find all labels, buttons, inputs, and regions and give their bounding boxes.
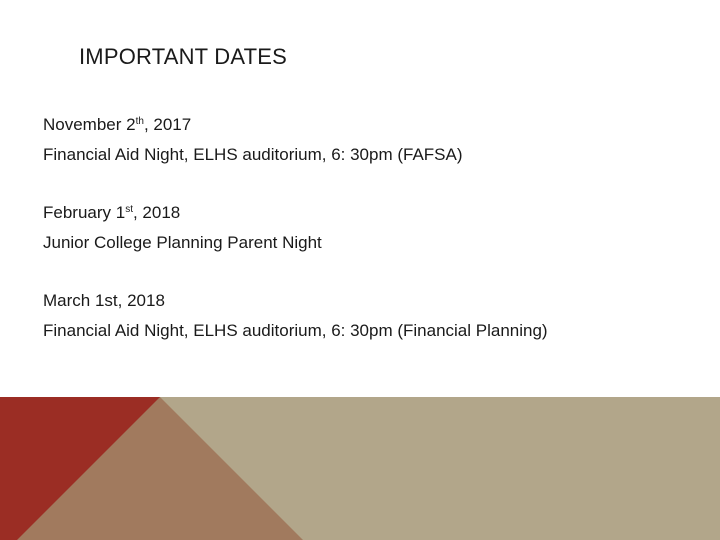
event-description: Financial Aid Night, ELHS auditorium, 6: 30pm (FAFSA)	[43, 145, 463, 164]
event-item	[43, 203, 703, 253]
event-item	[43, 291, 703, 341]
date-suffix: , 2018	[132, 203, 181, 222]
slide-title: IMPORTANT DATES	[79, 44, 287, 69]
date-ordinal-suffix: th	[135, 116, 144, 127]
event-date	[43, 291, 703, 311]
event-description: Financial Aid Night, ELHS auditorium, 6: 30pm (Financial Planning)	[43, 321, 548, 340]
decorative-footer-band	[0, 397, 720, 540]
event-date	[43, 203, 703, 223]
event-item	[43, 115, 703, 165]
date-prefix: March 1st, 2018	[43, 291, 165, 310]
date-prefix: February 1	[43, 203, 126, 222]
event-date	[43, 115, 703, 135]
date-suffix: , 2017	[143, 115, 192, 134]
events-list	[43, 115, 703, 341]
event-description: Junior College Planning Parent Night	[43, 233, 322, 252]
date-prefix: November 2	[43, 115, 136, 134]
date-ordinal-suffix: st	[125, 204, 133, 215]
